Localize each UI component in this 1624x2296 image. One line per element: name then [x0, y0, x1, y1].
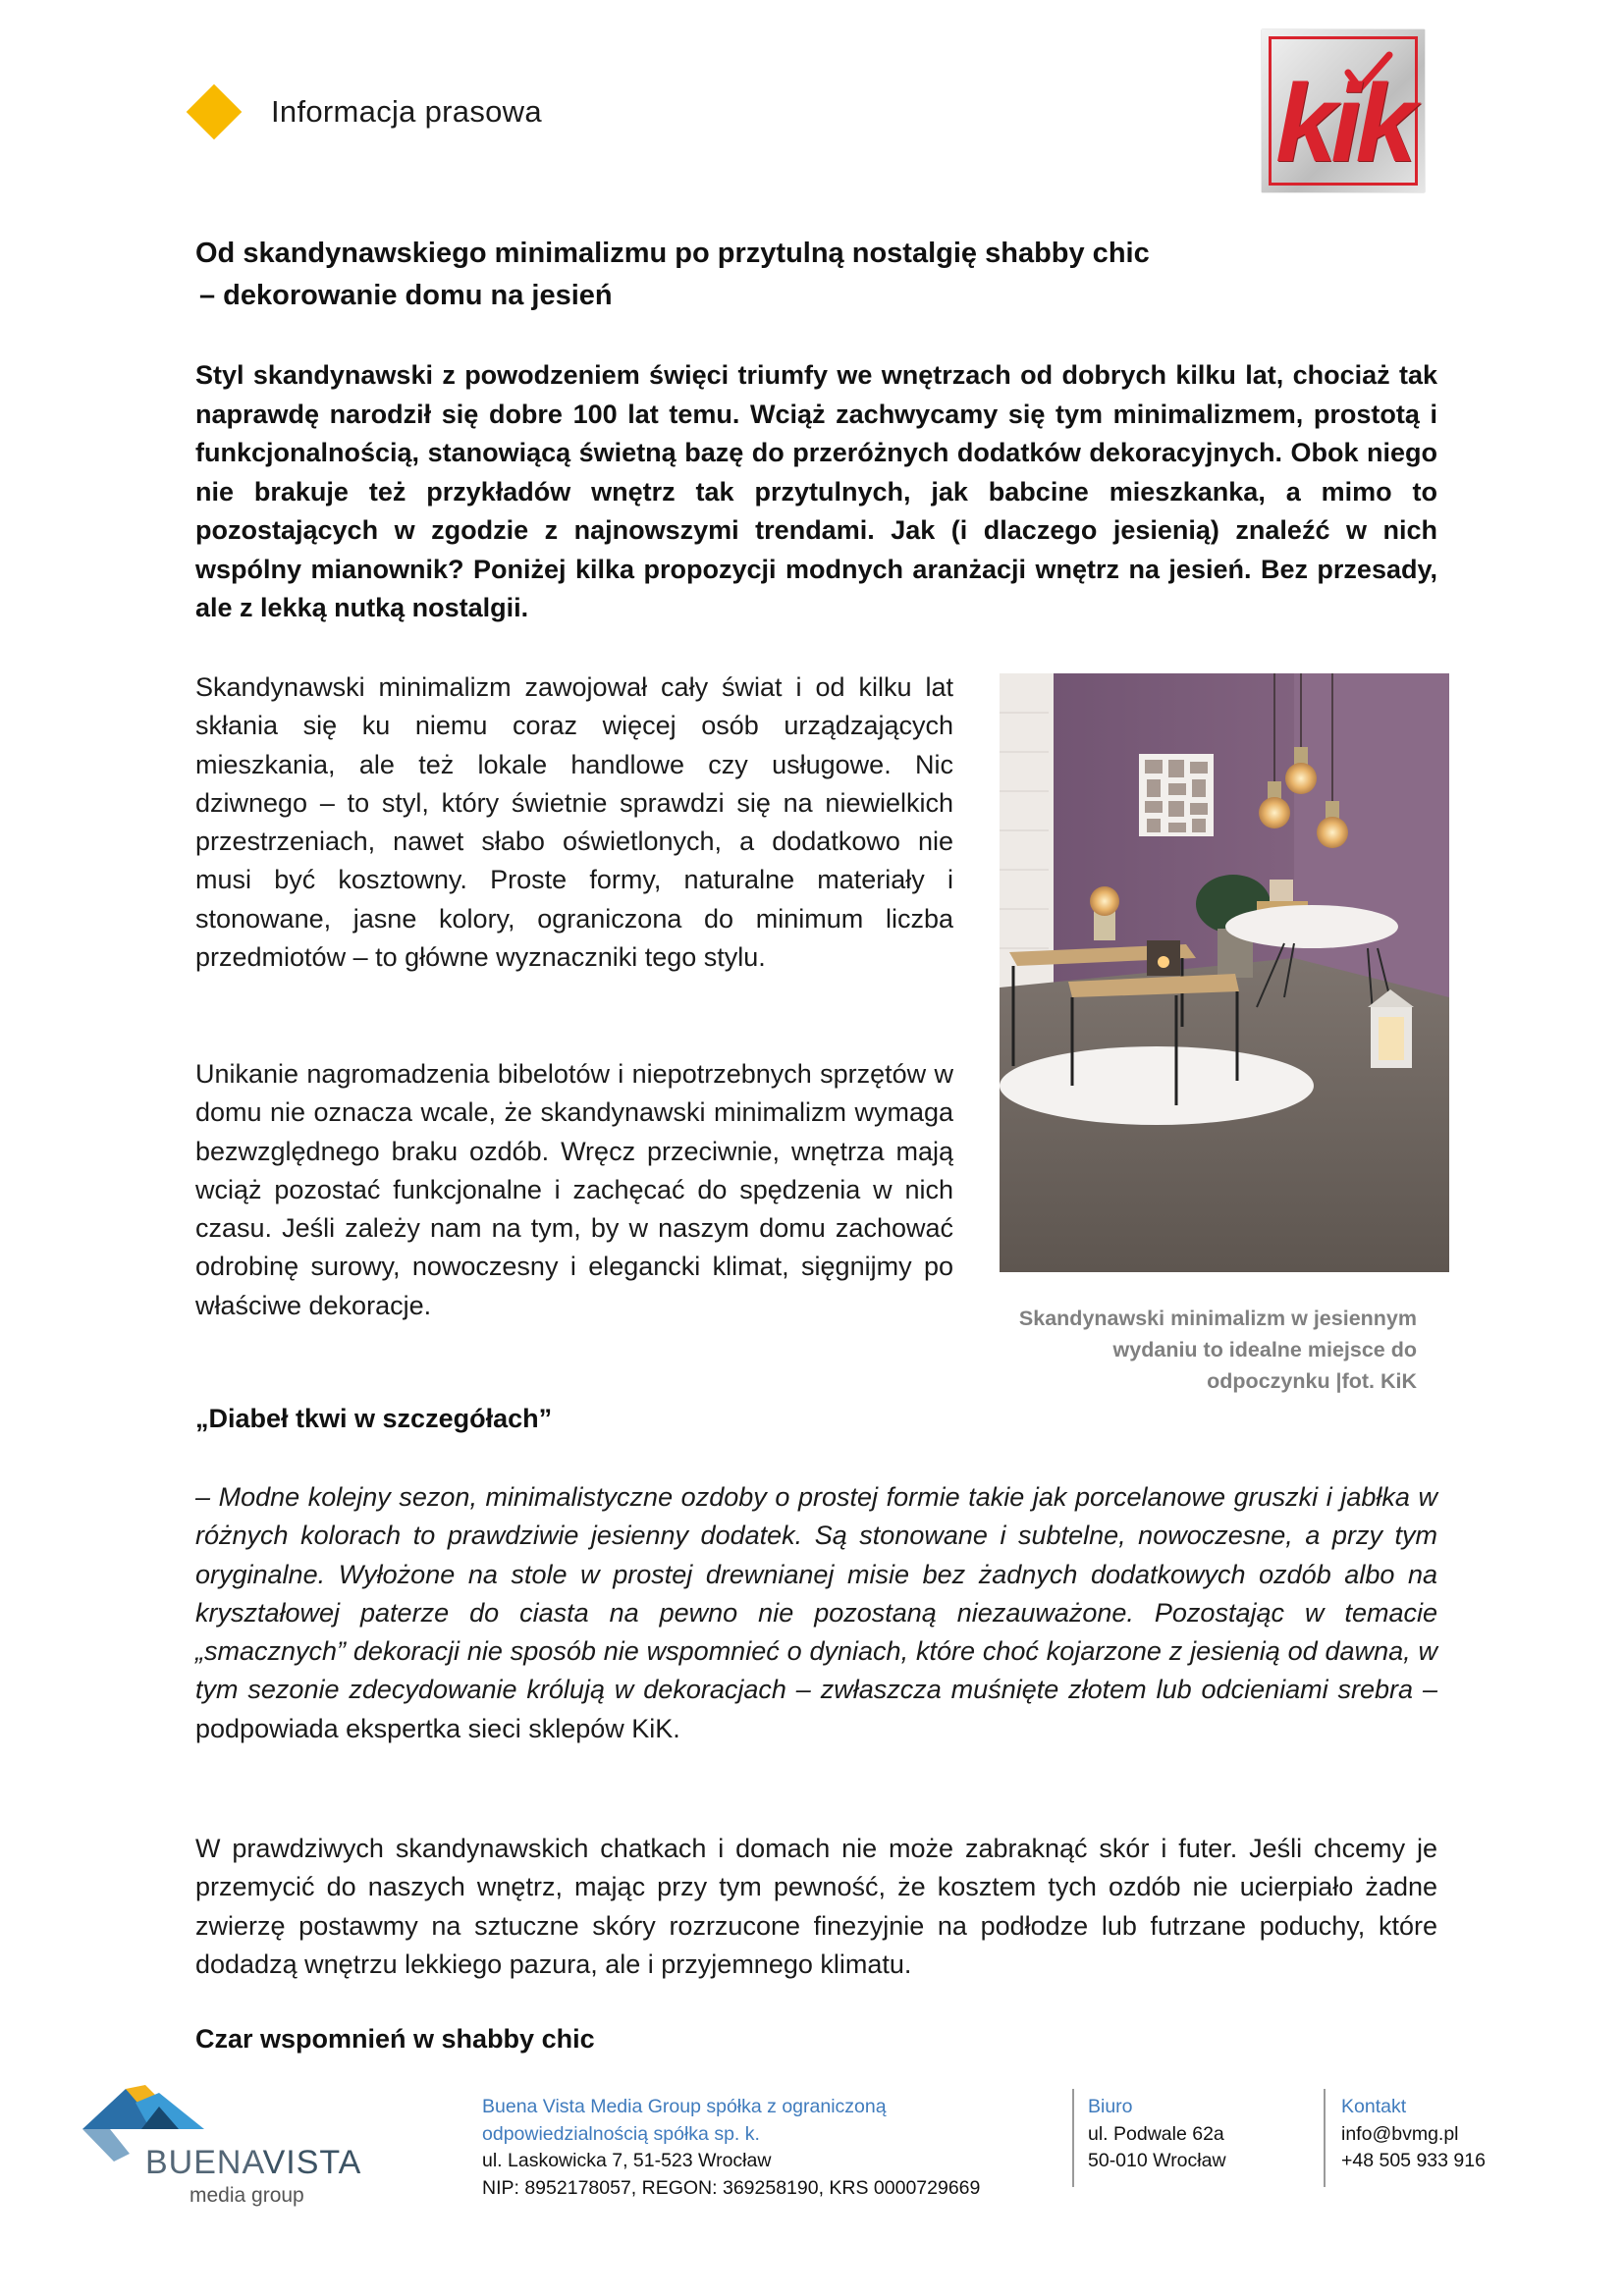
company-address: ul. Laskowicka 7, 51-523 Wrocław — [482, 2150, 772, 2171]
press-release-label: Informacja prasowa — [271, 94, 542, 129]
logo-subtitle: media group — [189, 2184, 304, 2207]
office-street: ul. Podwale 62a — [1088, 2122, 1224, 2145]
company-name-line-1: Buena Vista Media Group spółka z ograniczoną — [482, 2096, 887, 2117]
body-paragraph-2: Unikanie nagromadzenia bibelotów i niepotrzebnych sprzętów w domu nie oznacza wcale, że skandynawski minimalizm wymaga bezwzględnego braku ozdób. Wręcz przeciwnie, wnętrza mają wciąż pozostać funkcjonalne i zachęcać do spędzenia w nich czasu. Jeśli zależy nam na tym, by w naszym domu zachować odrobinę surowy, nowoczesny i elegancki klimat, sięgnijmy po właściwe dekoracje. — [195, 1059, 953, 1320]
logo-name-light: BUENA — [145, 2144, 263, 2181]
kik-logo — [1262, 29, 1425, 192]
diamond-bullet-icon — [187, 84, 243, 140]
footer-contact-block — [1341, 2094, 1486, 2175]
footer-office-block — [1088, 2094, 1226, 2175]
expert-quote-paragraph — [195, 1478, 1437, 1748]
contact-email[interactable]: info@bvmg.pl — [1341, 2122, 1459, 2145]
kik-logo-text: kik — [1275, 62, 1411, 185]
photo-caption: Skandynawski minimalizm w jesiennym wydaniu to idealne miejsce do odpoczynku |fot. KiK — [1018, 1307, 1417, 1393]
footer-divider — [1324, 2089, 1326, 2187]
buena-vista-logo — [77, 2085, 391, 2213]
office-label: Biuro — [1088, 2096, 1133, 2117]
article-title-line-2: – dekorowanie domu na jesień — [199, 280, 613, 311]
logo-name-bold: VISTA — [262, 2144, 362, 2181]
section-heading-shabby-chic: Czar wspomnień w shabby chic — [195, 2024, 595, 2054]
footer-company-block — [482, 2094, 1032, 2202]
footer-divider — [1072, 2089, 1074, 2187]
section-heading-details: „Diabeł tkwi w szczegółach” — [195, 1404, 553, 1433]
body-paragraph-3: W prawdziwych skandynawskich chatkach i domach nie może zabraknąć skór i futer. Jeśli chcemy je przemycić do naszych wnętrz, mając przy tym pewność, że kosztem tych ozdób nie ucierpiało żadne zwierzę postawmy na sztuczne skóry rozrzucone finezyjnie na podłodze lub futrzane poduchy, które dodadzą wnętrzu lekkiego pazura, ale i przyjemnego klimatu. — [195, 1834, 1437, 1979]
logo-name — [145, 2144, 361, 2182]
interior-photo-illustration — [1000, 673, 1449, 1272]
article-title-line-1: Od skandynawskiego minimalizmu po przytulną nostalgię shabby chic — [195, 238, 1150, 269]
interior-photo — [1000, 673, 1449, 1272]
company-name-line-2: odpowiedzialnością spółka sp. k. — [482, 2122, 760, 2145]
contact-label: Kontakt — [1341, 2096, 1407, 2117]
quote-attribution: podpowiada ekspertka sieci sklepów KiK. — [195, 1713, 680, 1743]
expert-quote: – Modne kolejny sezon, minimalistyczne ozdoby o prostej formie takie jak porcelanowe gruszki i jabłka w różnych kolorach to prawdziwie jesienny dodatek. Są stonowane i subtelne, nowoczesne, a przy tym oryginalne. Wyłożone na stole w prostej drewnianej misie bez żadnych dodatkowych ozdób albo na kryształowej paterze do ciasta na pewno nie pozostaną niezauważone. Pozostając w temacie „smacznych” dekoracji nie sposób nie wspomnieć o dyniach, które choć kojarzone z jesienią od dawna, w tym sezonie zdecydowanie królują w dekoracjach – zwłaszcza muśnięte złotem lub odcieniami srebra – — [195, 1482, 1437, 1705]
body-paragraph-1: Skandynawski minimalizm zawojował cały świat i od kilku lat skłania się ku niemu coraz więcej osób urządzających mieszkania, ale też lokale handlowe czy usługowe. Nic dziwnego – to styl, który świetnie sprawdzi się na niewielkich przestrzeniach, nawet słabo oświetlonych, a dodatkowo nie musi być kosztowny. Proste formy, naturalne materiały i stonowane, jasne kolory, ograniczona do minimum liczba przedmiotów – to główne wyznaczniki tego stylu. — [195, 672, 953, 973]
office-city: 50-010 Wrocław — [1088, 2150, 1226, 2171]
lead-paragraph: Styl skandynawski z powodzeniem święci triumfy we wnętrzach od dobrych kilku lat, chociaż tak naprawdę narodził się dobre 100 lat temu. Wciąż zachwycamy się tym minimalizmem, prostotą i funkcjonalnością, stanowiącą świetną bazę do przeróżnych dodatków dekoracyjnych. Obok niego nie brakuje też przykładów wnętrz tak przytulnych, jak babcine mieszkanka, a mimo to pozostających w zgodzie z najnowszymi trendami. Jak (i dlaczego jesienią) znaleźć w nich wspólny mianownik? Poniżej kilka propozycji modnych aranżacji wnętrz na jesień. Bez przesady, ale z lekką nutką nostalgii. — [195, 360, 1437, 622]
company-registry: NIP: 8952178057, REGON: 369258190, KRS 0000729669 — [482, 2176, 981, 2199]
contact-phone[interactable]: +48 505 933 916 — [1341, 2150, 1486, 2171]
